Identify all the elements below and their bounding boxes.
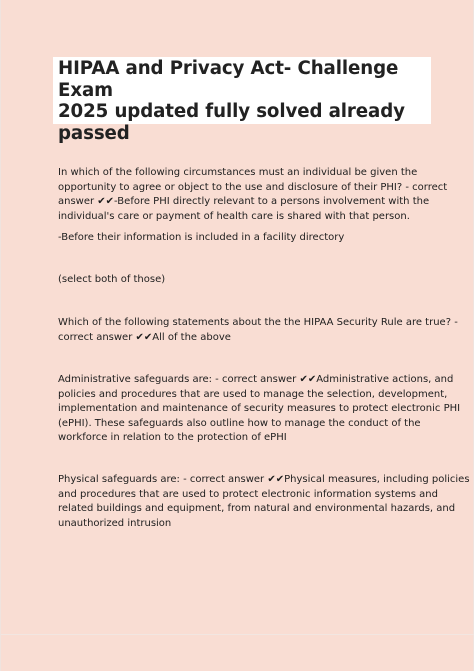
question-paragraph-security-rule xyxy=(58,316,458,345)
text-line: and procedures that are used to protect electronic information systems and xyxy=(58,488,438,500)
text-line: implementation and maintenance of security measures to protect electronic PHI xyxy=(58,403,461,414)
title-line: 2025 updated fully solved already xyxy=(58,101,405,122)
page-bottom-divider xyxy=(1,634,474,635)
text-line: workforce in relation to the protection of ePHI xyxy=(58,432,287,443)
title-line: HIPAA and Privacy Act- Challenge Exam xyxy=(58,58,399,101)
text-line: -Before their information is included in a facility directory xyxy=(58,232,345,243)
title-line: passed xyxy=(58,122,130,144)
question-paragraph-physical-safeguards xyxy=(58,473,470,531)
note-paragraph-select-both xyxy=(58,273,430,288)
question-paragraph-phi-agree-object xyxy=(58,166,448,224)
text-line: In which of the following circumstances must an individual be given the xyxy=(58,167,418,178)
text-line: Administrative safeguards are: - correct answer ✔✔Administrative actions, and xyxy=(58,374,454,385)
text-line: Physical safeguards are: - correct answer ✔✔Physical measures, including policies xyxy=(58,474,470,485)
text-line: policies and procedures that are used to manage the selection, development, xyxy=(58,388,448,400)
text-line: related buildings and equipment, from natural and environmental hazards, and xyxy=(58,503,456,514)
answer-paragraph-facility-directory xyxy=(58,231,430,246)
text-line: (select both of those) xyxy=(58,274,166,285)
text-line: Which of the following statements about the the HIPAA Security Rule are true? - xyxy=(58,317,458,328)
text-line: correct answer ✔✔All of the above xyxy=(58,331,231,343)
text-line: answer ✔✔-Before PHI directly relevant to a persons involvement with the xyxy=(58,196,430,207)
document-title xyxy=(58,58,430,144)
text-line: unauthorized intrusion xyxy=(58,517,172,529)
text-line: opportunity to agree or object to the use and disclosure of their PHI? - correct xyxy=(58,181,448,193)
text-line: (ePHI). These safeguards also outline how to manage the conduct of the xyxy=(58,417,421,429)
title-box xyxy=(53,57,431,144)
text-line: individual's care or payment of health care is shared with that person. xyxy=(58,210,410,222)
question-paragraph-administrative-safeguards xyxy=(58,373,461,446)
